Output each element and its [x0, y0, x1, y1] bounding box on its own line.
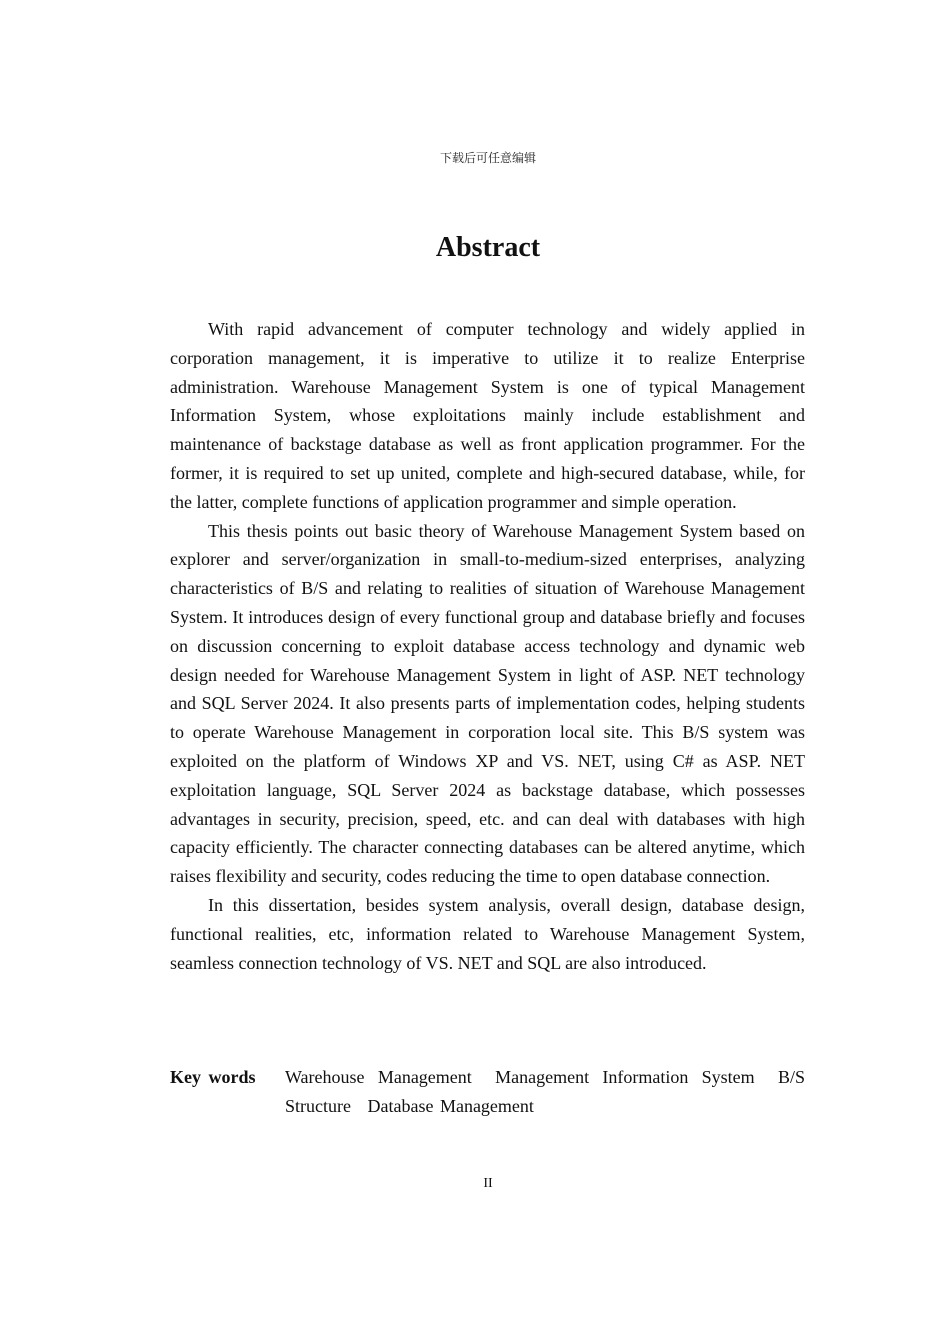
keywords-list: [285, 1063, 805, 1121]
page-header-note: 下载后可任意编辑: [439, 151, 536, 165]
keyword-item: Warehouse Management: [285, 1067, 472, 1087]
page-number: II: [483, 1176, 493, 1191]
keyword-item: Database Management: [367, 1095, 534, 1116]
abstract-title: Abstract: [435, 232, 541, 263]
keyword-item: B/S Structure: [285, 1067, 806, 1116]
abstract-paragraph-2: This thesis points out basic theory of Warehouse Management System based on explorer and server/organization in small-to-medium-sized enterprises, analyzing characteristics of B/S and relating to realities of situation of Warehouse Management System. It introduces design of every functional group and database briefly and focuses on discussion concerning to exploit database access technology and dynamic web design needed for Warehouse Management System in light of ASP. NET technology and SQL Server 2024. It also presents parts of implementation codes, helping students to operate Warehouse Management in corporation local site. This B/S system was exploited on the platform of Windows XP and VS. NET, using C# as ASP. NET exploitation language, SQL Server 2024 as backstage database, which possesses advantages in security, precision, speed, etc. and can deal with databases with high capacity efficiently. The character connecting databases can be altered anytime, which raises flexibility and security, codes reducing the time to open database connection.: [170, 520, 805, 887]
abstract-paragraph-3: In this dissertation, besides system analysis, overall design, database design, functional realities, etc, information related to Warehouse Management System, seamless connection technology of VS. NET and SQL are also introduced.: [170, 894, 805, 973]
keyword-item: Management Information System: [495, 1067, 755, 1087]
keywords-section: [170, 1063, 805, 1121]
abstract-body: [170, 315, 805, 977]
abstract-paragraph-1: With rapid advancement of computer technology and widely applied in corporation management, it is imperative to utilize it to realize Enterprise administration. Warehouse Management System is one of typical Management Information System, whose exploitations mainly include establishment and maintenance of backstage database as well as front application programmer. For the former, it is required to set up united, complete and high-secured database, while, for the latter, complete functions of application programmer and simple operation.: [170, 319, 805, 512]
keywords-label: Key words: [170, 1067, 256, 1087]
